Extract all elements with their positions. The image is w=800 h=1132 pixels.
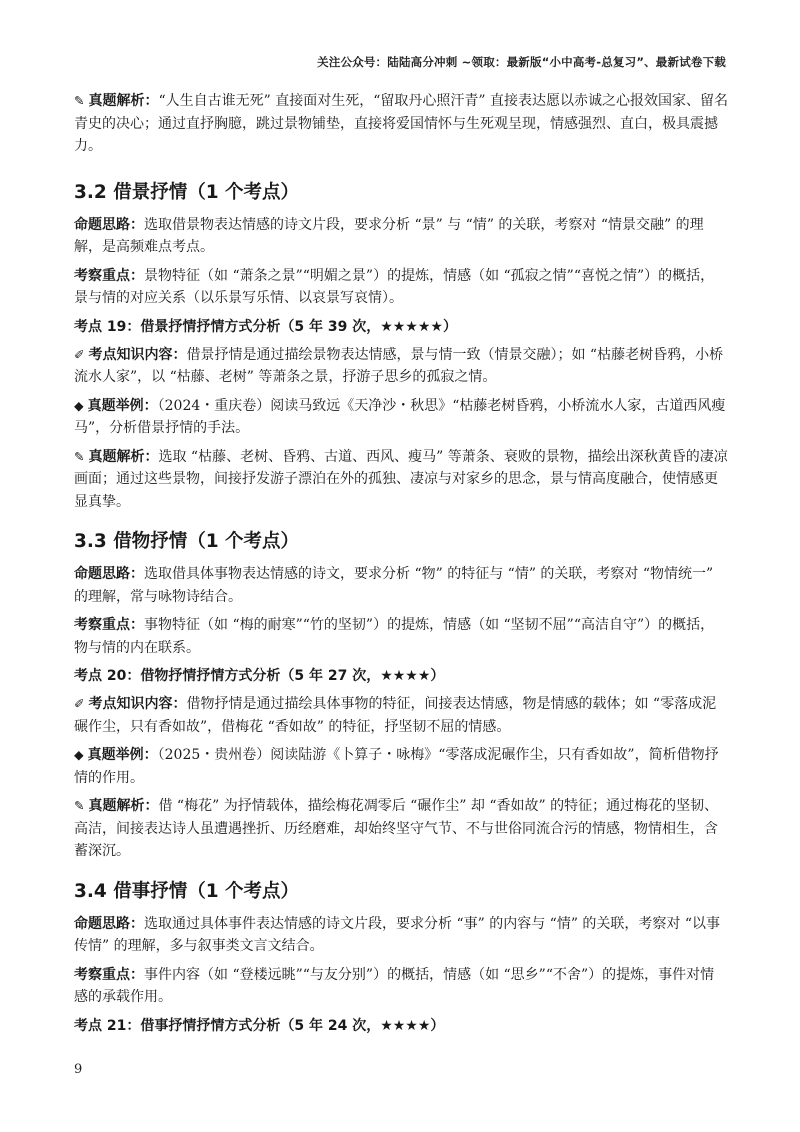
- page-number: 9: [74, 1062, 83, 1077]
- kp-title-20: 考点 20：借物抒情抒情方式分析（5 年 27 次，★★★★）: [74, 668, 445, 684]
- thinking-label: 命题思路：: [74, 216, 144, 233]
- analysis-text: 选取 “枯藤、老树、昏鸦、古道、西风、瘦马” 等萧条、衰败的景物，描绘出深秋黄昏的凄凉画面；通过这些景物，间接抒发游子漂泊在外的孤独、凄凉与对家乡的思念，景与情高度融合，使情感更显真挚。: [74, 448, 728, 510]
- section-title-3-2: 3.2 借景抒情（1 个考点）: [74, 181, 300, 203]
- knowledge-label: 考点知识内容：: [88, 696, 187, 712]
- focus-paragraph: [74, 614, 728, 659]
- pencil-icon: ✐: [74, 696, 85, 711]
- example-text: （2025・贵州卷）阅读陆游《卜算子・咏梅》“零落成泥碾作尘，只有香如故”，简析借物抒情的作用。: [74, 747, 719, 786]
- section-title-3-3: 3.3 借物抒情（1 个考点）: [74, 531, 300, 552]
- focus-paragraph: [74, 964, 728, 1009]
- example-label: 真题举例：: [87, 747, 158, 763]
- knowledge-text: 借物抒情是通过描绘具体事物的特征，间接表达情感，物是情感的载体；如 “零落成泥碾作尘，只有香如故”，借梅花 “香如故” 的特征，抒坚韧不屈的情感。: [74, 696, 717, 735]
- focus-text: 景物特征（如 “萧条之景”“明媚之景”）的提炼，情感（如 “孤寂之情”“喜悦之情”）的概括，景与情的对应关系（以乐景写乐情、以哀景写哀情）。: [74, 267, 715, 306]
- thinking-paragraph: [74, 563, 728, 608]
- knowledge-text: 借景抒情是通过描绘景物表达情感，景与情一致（情景交融）；如 “枯藤老树昏鸦，小桥流水人家”，以 “枯藤、老树” 等萧条之景，抒游子思乡的孤寂之情。: [74, 346, 724, 385]
- knowledge-paragraph: [74, 693, 728, 738]
- thinking-text: 选取借景物表达情感的诗文片段，要求分析 “景” 与 “情” 的关联，考察对 “情景交融” 的理解，是高频难点考点。: [74, 216, 704, 255]
- thinking-label: 命题思路：: [74, 566, 144, 582]
- pen-icon: ✎: [74, 93, 85, 108]
- thinking-text: 选取借具体事物表达情感的诗文，要求分析 “物” 的特征与 “情” 的关联，考察对 “物情统一” 的理解，常与咏物诗结合。: [74, 566, 714, 605]
- thinking-paragraph: [74, 913, 728, 958]
- knowledge-paragraph: [74, 344, 728, 389]
- analysis-text: “人生自古谁无死” 直接面对生死，“留取丹心照汗青” 直接表达愿以赤诚之心报效国家、留名青史的决心；通过直抒胸臆，跳过景物铺垫，直接将爱国情怀与生死观呈现，情感强烈、直白，极具震撼力。: [74, 93, 729, 154]
- diamond-icon: ◆: [74, 397, 84, 413]
- analysis-text: 借 “梅花” 为抒情载体，描绘梅花凋零后 “碾作尘” 却 “香如故” 的特征；通过梅花的坚韧、高洁，间接表达诗人虽遭遇挫折、历经磨难，却始终坚守气节、不与世俗同流合污的情感，物情相生，含蓄深沉。: [74, 798, 719, 859]
- focus-label: 考察重点：: [74, 966, 144, 983]
- kp-title-19: 考点 19：借景抒情抒情方式分析（5 年 39 次，★★★★★）: [74, 318, 457, 335]
- example-paragraph: [74, 395, 728, 440]
- example-label: 真题举例：: [87, 397, 158, 414]
- example-paragraph: [74, 744, 728, 789]
- focus-label: 考察重点：: [74, 617, 144, 633]
- analysis-paragraph: [74, 795, 728, 863]
- pencil-icon: ✐: [74, 346, 85, 362]
- thinking-paragraph: [74, 214, 728, 259]
- focus-label: 考察重点：: [74, 267, 144, 284]
- diamond-icon: ◆: [74, 747, 84, 762]
- document-body: [74, 90, 728, 1043]
- analysis-label: 真题解析：: [88, 448, 159, 465]
- focus-text: 事件内容（如 “登楼远眺”“与友分别”）的概括，情感（如 “思乡”“不舍”）的提炼，事件对情感的承载作用。: [74, 966, 715, 1005]
- intro-analysis: [74, 90, 728, 158]
- section-title-3-4: 3.4 借事抒情（1 个考点）: [74, 880, 300, 902]
- kp-title-21: 考点 21：借事抒情抒情方式分析（5 年 24 次，★★★★）: [74, 1017, 445, 1034]
- example-text: （2024・重庆卷）阅读马致远《天净沙・秋思》“枯藤老树昏鸦，小桥流水人家，古道西风瘦马”，分析借景抒情的手法。: [74, 397, 726, 436]
- page-header: 关注公众号：陆陆高分冲刺 ~领取：最新版“小中高考-总复习”、最新试卷下载: [317, 55, 726, 69]
- thinking-label: 命题思路：: [74, 915, 144, 932]
- pen-icon: ✎: [74, 448, 85, 464]
- focus-paragraph: [74, 265, 728, 310]
- knowledge-label: 考点知识内容：: [88, 346, 187, 363]
- analysis-label: 真题解析：: [88, 798, 159, 814]
- pen-icon: ✎: [74, 798, 85, 813]
- thinking-text: 选取通过具体事件表达情感的诗文片段，要求分析 “事” 的内容与 “情” 的关联，考察对 “以事传情” 的理解，多与叙事类文言文结合。: [74, 915, 721, 954]
- focus-text: 事物特征（如 “梅的耐寒”“竹的坚韧”）的提炼，情感（如 “坚韧不屈”“高洁自守”）的概括，物与情的内在联系。: [74, 617, 715, 656]
- analysis-paragraph: [74, 446, 728, 514]
- analysis-label: 真题解析：: [88, 93, 159, 109]
